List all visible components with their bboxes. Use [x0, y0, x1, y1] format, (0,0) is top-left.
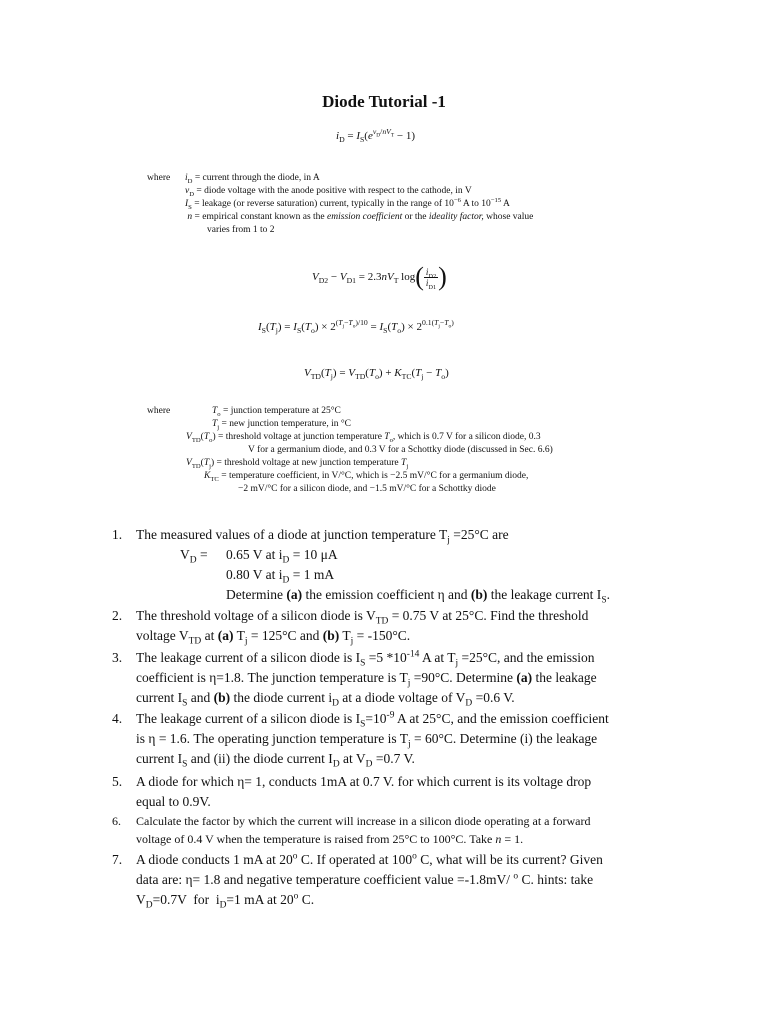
question-5 [0, 772, 768, 812]
where-label-2: where [147, 406, 171, 416]
vd-label: $V_D$ = [180, 547, 208, 566]
threshold-temperature-equation: $V_{TD}(T_j) = V_{TD}(T_o) + K_{TC}(T_j - T_o)$ [304, 367, 449, 382]
where-label-1: where [147, 173, 171, 183]
question-2 [0, 606, 768, 646]
def-row: n = empirical constant known as the emission coefficient or the ideality factor, whose value [187, 212, 534, 222]
def-row: V for a germanium diode, and 0.3 V for a Schottky diode (discussed in Sec. 6.6) [248, 445, 553, 455]
definitions-block-2 [186, 405, 553, 496]
fraction-denominator: $i_{D1}$ [425, 277, 437, 291]
def-row: $I_S$ = leakage (or reverse saturation) current, typically in the range of $10^{-6}$ A to $10^{-15}$ A [185, 196, 510, 211]
definitions-block-1 [185, 172, 533, 237]
def-row: $i_D$ = current through the diode, in A [185, 173, 320, 185]
def-row: $V_{TD}(T_o)$ = threshold voltage at junction temperature $T_o$, which is 0.7 V for a silicon diode, 0.3 [186, 432, 541, 444]
question-number: 7. [112, 852, 123, 867]
question-text: The threshold voltage of a silicon diode is $V_{TD} = 0.75$ V at 25°C. Find the threshold voltage $V_{TD}$ at (a) $T_j = 125^\circ C$ and (b) $T_j = -150^\circ C$. [136, 608, 589, 647]
main-equation: $i_D = I_S(e^{v_D/nV_T} - 1)$ [336, 127, 416, 145]
question-number: 1. [112, 527, 123, 542]
question-6 [0, 812, 768, 848]
question-number: 6. [112, 814, 121, 828]
question-1 [0, 525, 768, 605]
def-row: varies from 1 to 2 [207, 225, 275, 235]
leakage-temperature-equation: $I_S(T_j) = I_S(T_o) \times 2^{(T_j-T_o)/10} = I_S(T_o) \times 2^{0.1(T_j-T_o)}$ [258, 318, 454, 336]
question-7 [0, 850, 768, 910]
def-row: $V_{TD}(T_j)$ = threshold voltage at new junction temperature $T_j$ [186, 458, 409, 470]
voltage-difference-equation: $V_{D2} - V_{D1} = 2.3nV_T$ log( $\frac{i_{D2}}{i_{D1}}$ ) [312, 262, 447, 291]
vd-value-1: 0.65 V at $i_D = 10$ μA [226, 547, 338, 566]
page-title: Diode Tutorial -1 [322, 92, 446, 111]
question-4 [0, 709, 768, 769]
question-text: Calculate the factor by which the current will increase in a silicon diode operating at a forward voltage of 0.4 V when the temperature is raised from 25°C to 100°C. Take n = 1. [136, 814, 591, 846]
question-number: 3. [112, 650, 123, 665]
def-row: $K_{TC}$ = temperature coefficient, in V/°C, which is −2.5 mV/°C for a germanium diode, [204, 471, 529, 483]
question-text: A diode conducts 1 mA at 20$^o$ C. If operated at 100$^o$ C, what will be its current? Given data are: η= 1.8 and negative temperature coefficient value =-1.8mV/ $^o$ C. hints: take $V_D=0.7V$ for $i_D=1$ mA at 20$^o$ C. [136, 851, 603, 911]
question-3 [0, 648, 768, 708]
question-number: 2. [112, 608, 123, 623]
def-row: $v_D$ = diode voltage with the anode positive with respect to the cathode, in V [185, 186, 472, 198]
fraction-numerator: $i_{D2}$ [425, 266, 437, 280]
question-number: 4. [112, 711, 123, 726]
def-row: −2 mV/°C for a silicon diode, and −1.5 mV/°C for a Schottky diode [238, 484, 496, 494]
determine-text: Determine (a) the emission coefficient η and (b) the leakage current $I_S$. [226, 587, 610, 606]
question-text: A diode for which η= 1, conducts 1mA at 0.7 V. for which current is its voltage drop equal to 0.9V. [136, 774, 592, 809]
def-row: $T_j$ = new junction temperature, in °C [212, 419, 351, 431]
question-text: The leakage current of a silicon diode is $I_S=10^{-9}$ A at 25°C, and the emission coefficient is η = 1.6. The operating junction temperature is $T_j = 60^\circ C$. Determine (i) the leakage current $I_S$ and (ii) the diode current $I_D$ at $V_D =0.7$ V. [136, 710, 609, 770]
vd-value-2: 0.80 V at $i_D = 1$ mA [226, 567, 335, 586]
question-text: The leakage current of a silicon diode is $I_S =5$ $*10^{-14}$ A at $T_j =25^\circ C$, and the emission coefficient is η=1.8. The junction temperature is $T_j =90^\circ C$. Determine (a) the leakage current $I_S$ and (b) the diode current $i_D$ at a diode voltage of $V_D =0.6$ V. [136, 649, 597, 709]
def-row: $T_o$ = junction temperature at 25°C [212, 406, 341, 418]
question-number: 5. [112, 774, 123, 789]
question-text: The measured values of a diode at junction temperature $T_j =25^\circ C$ are [136, 527, 509, 546]
